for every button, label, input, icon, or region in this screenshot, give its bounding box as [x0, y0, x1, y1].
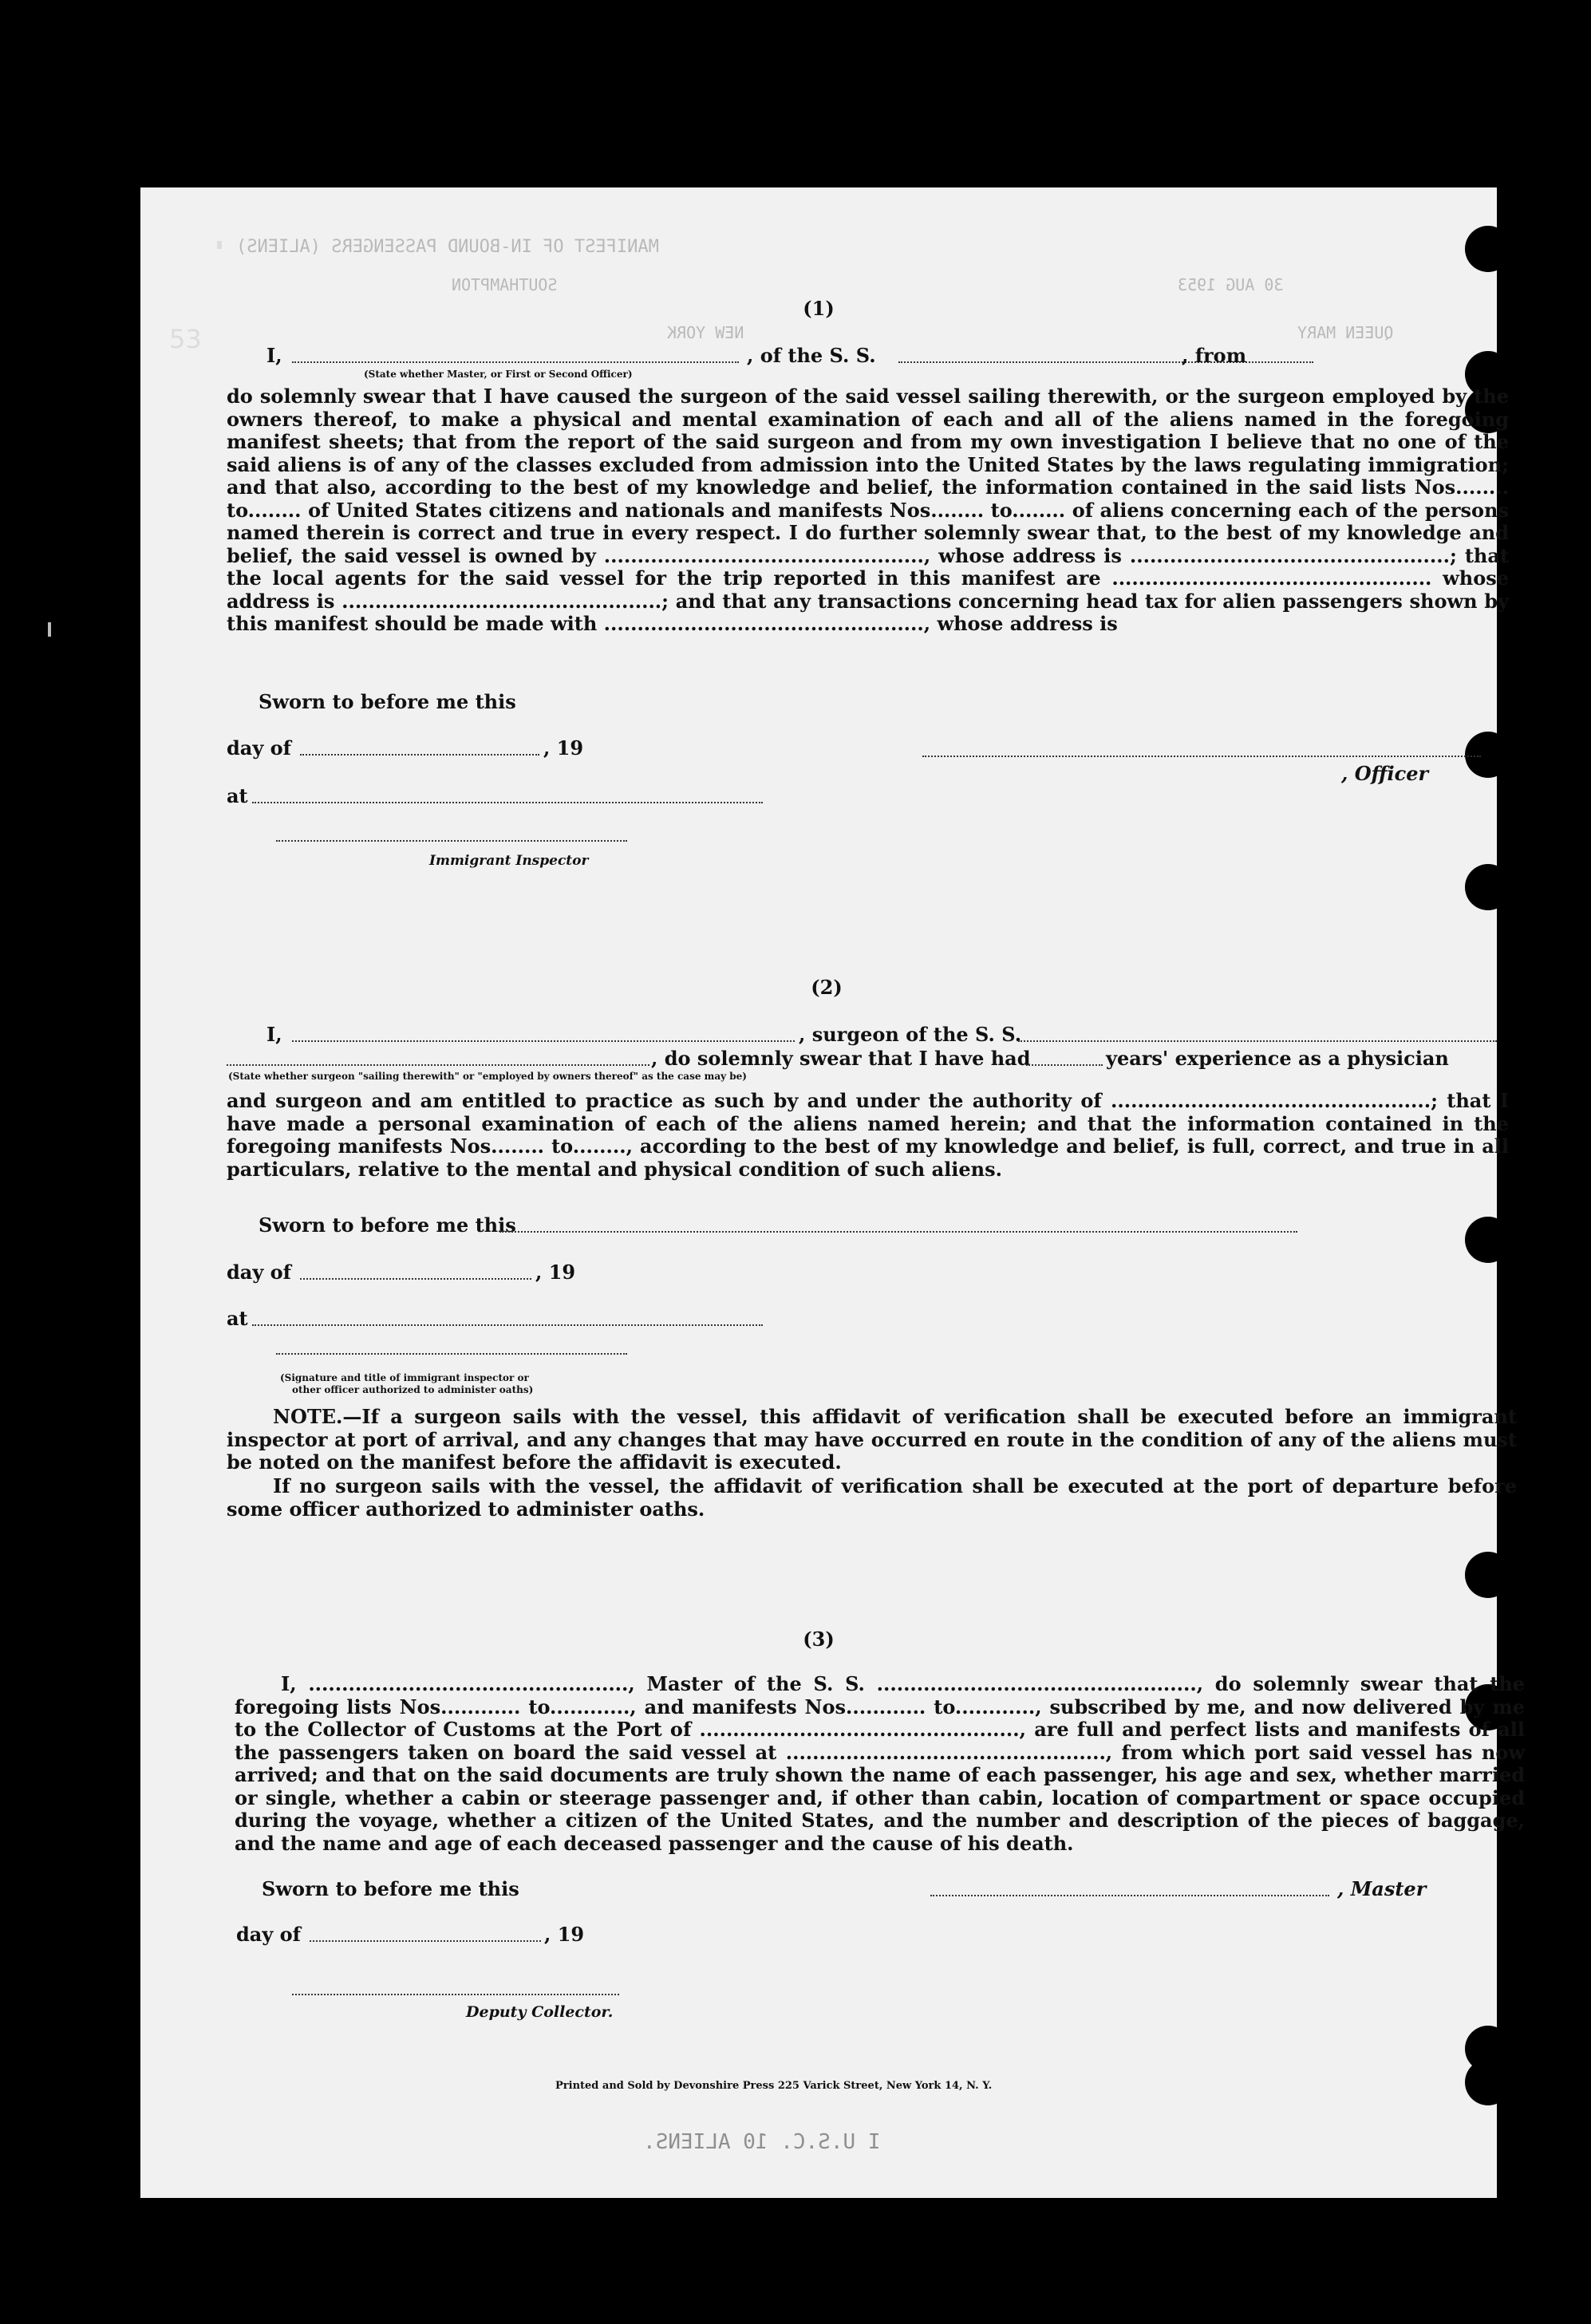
- section-3-number: (3): [803, 1628, 835, 1651]
- bleed-bottom: I U.S.C. 10 ALIENS.: [643, 2130, 881, 2154]
- s2-line1-suffix: , surgeon of the S. S.: [799, 1023, 1022, 1046]
- s2-sworn-line: [499, 1213, 1297, 1233]
- s2-years-blank: [1026, 1047, 1103, 1066]
- bleed-header-port: NEW YORK: [667, 323, 744, 342]
- bleed-header-date: 30 AUG 1953: [1178, 275, 1284, 294]
- s1-ship-blank: [898, 344, 1313, 363]
- s2-day-blank: [300, 1261, 531, 1280]
- s1-officer-line: [922, 738, 1481, 757]
- section-1-number: (1): [803, 297, 835, 320]
- section-1-body: do solemnly swear that I have caused the surgeon of the said vessel sailing therewith, or the surgeon employed by the owners thereof, to make a physical and mental examination of each and all of the aliens named in the foregoing manifest sheets; that from the report of the said surgeon and from my own investigation I believe that no one of the said aliens is of any of the classes excluded from admission into the United States by the laws regulating immigration; and that also, according to the best of my knowledge and belief, the information contained in the said lists Nos........ to........ of United States citizens and nationals and manifests Nos........ to........ of aliens concerning each of the persons named therein is correct and true in every respect. I do further solemnly swear that, to the best of my knowledge and belief, the said vessel is owned by ................................................, whose address is ................................................; that the local agents for the said vessel for the trip reported in this manifest are ................................................ whose address is ................................................; and that any transactions concerning head tax for alien passengers shown by this manifest should be made with ................................................, whose address is: [227, 385, 1509, 635]
- s1-at-blank: [252, 784, 763, 803]
- s3-collector-line: [292, 1989, 619, 1995]
- s1-at: at: [227, 784, 248, 807]
- bleed-header-title: MANIFEST OF IN-BOUND PASSENGERS (ALIENS): [236, 237, 659, 257]
- s2-year: , 19: [535, 1261, 576, 1284]
- s2-day-of: day of: [227, 1261, 291, 1284]
- margin-page-mark: 53: [169, 324, 202, 354]
- s3-sworn: Sworn to before me this: [262, 1877, 519, 1900]
- s2-sig-note-1: (Signature and title of immigrant inspector or: [280, 1372, 529, 1383]
- printer-footer: Printed and Sold by Devonshire Press 225 Varick Street, New York 14, N. Y.: [555, 2080, 993, 2092]
- s2-note-surgeon: (State whether surgeon "sailing therewith" or "employed by owners thereof" as the case may be): [228, 1071, 747, 1082]
- section-3-body: I, ................................................, Master of the S. S. ................................................, do solemnly swear that the foregoing lists Nos............ to............, and manifests Nos............ to............, subscribed by me, and now delivered by me to the Collector of Customs at the Port of ................................................, are full and perfect lists and manifests of all the passengers taken on board the said vessel at ................................................, from which port said vessel has now arrived; and that on the said documents are truly shown the name of each passenger, his age and sex, whether married or single, whether a cabin or steerage passenger and, if other than cabin, location of compartment or space occupied during the voyage, whether a citizen of the United States, and the number and description of the pieces of baggage, and the name and age of each deceased passenger and the cause of his death.: [235, 1672, 1525, 1855]
- s1-line1-prefix: I,: [266, 344, 282, 367]
- s2-at-blank: [252, 1307, 763, 1326]
- s3-master-line: [930, 1877, 1329, 1896]
- s3-master: , Master: [1337, 1877, 1427, 1900]
- s2-ship-blank: [1018, 1023, 1497, 1042]
- punch-hole: [1465, 226, 1511, 272]
- s1-master-blank: [292, 344, 739, 363]
- section-2-number: (2): [811, 976, 843, 999]
- note-label: NOTE.: [273, 1405, 343, 1428]
- punch-hole: [1465, 2059, 1511, 2105]
- margin-tick: [48, 622, 51, 637]
- s2-sig-note-2: other officer authorized to administer oaths): [292, 1384, 534, 1395]
- s1-year: , 19: [543, 736, 584, 760]
- s2-surgeon-blank: [292, 1023, 795, 1042]
- s1-day-blank: [300, 736, 539, 756]
- s2-sworn: Sworn to before me this: [259, 1213, 516, 1237]
- s1-from: , from: [1182, 344, 1247, 367]
- s3-year: , 19: [544, 1923, 585, 1946]
- manifest-page: [140, 187, 1525, 2198]
- s1-inspector-line: [276, 835, 627, 842]
- bleed-header-ship: QUEEN MARY: [1297, 323, 1394, 342]
- s1-officer: , Officer: [1341, 762, 1429, 785]
- s2-at: at: [227, 1307, 248, 1330]
- s2-line2-a: , do solemnly swear that I have had: [651, 1047, 1031, 1070]
- note-paragraph-1: [227, 1406, 1517, 1474]
- margin-tick: [217, 241, 222, 249]
- s3-collector: Deputy Collector.: [466, 2003, 614, 2021]
- s2-sig-line: [276, 1348, 627, 1355]
- s2-line2-blank: [227, 1047, 649, 1066]
- s1-of-ss: , of the S. S.: [747, 344, 876, 367]
- s1-inspector: Immigrant Inspector: [429, 853, 589, 869]
- punch-hole: [1465, 1552, 1511, 1598]
- bleed-header-route: SOUTHAMPTON: [452, 275, 558, 294]
- s1-note-master: (State whether Master, or First or Second Officer): [364, 369, 633, 380]
- s1-sworn: Sworn to before me this: [259, 690, 516, 713]
- s3-day-blank: [310, 1923, 541, 1942]
- note-paragraph-2: If no surgeon sails with the vessel, the affidavit of verification shall be executed at the port of departure before some officer authorized to administer oaths.: [227, 1474, 1517, 1521]
- punch-hole: [1465, 864, 1511, 910]
- s1-day-of: day of: [227, 736, 291, 760]
- s2-line1-prefix: I,: [266, 1023, 282, 1046]
- note-text-1: —If a surgeon sails with the vessel, this affidavit of verification shall be executed before an immigrant inspector at port of arrival, and any changes that may have occurred en route in the condition of any of the aliens must be noted on the manifest before the affidavit is executed.: [227, 1405, 1517, 1474]
- punch-hole: [1465, 1217, 1511, 1263]
- s3-day-of: day of: [236, 1923, 301, 1946]
- s2-line2-b: years' experience as a physician: [1106, 1047, 1449, 1070]
- section-2-body: and surgeon and am entitled to practice as such by and under the authority of ................................................; that I have made a personal examination of each of the aliens named herein; and that the information contained in the foregoing manifests Nos........ to........, according to the best of my knowledge and belief, is full, correct, and true in all particulars, relative to the mental and physical condition of such aliens.: [227, 1089, 1509, 1181]
